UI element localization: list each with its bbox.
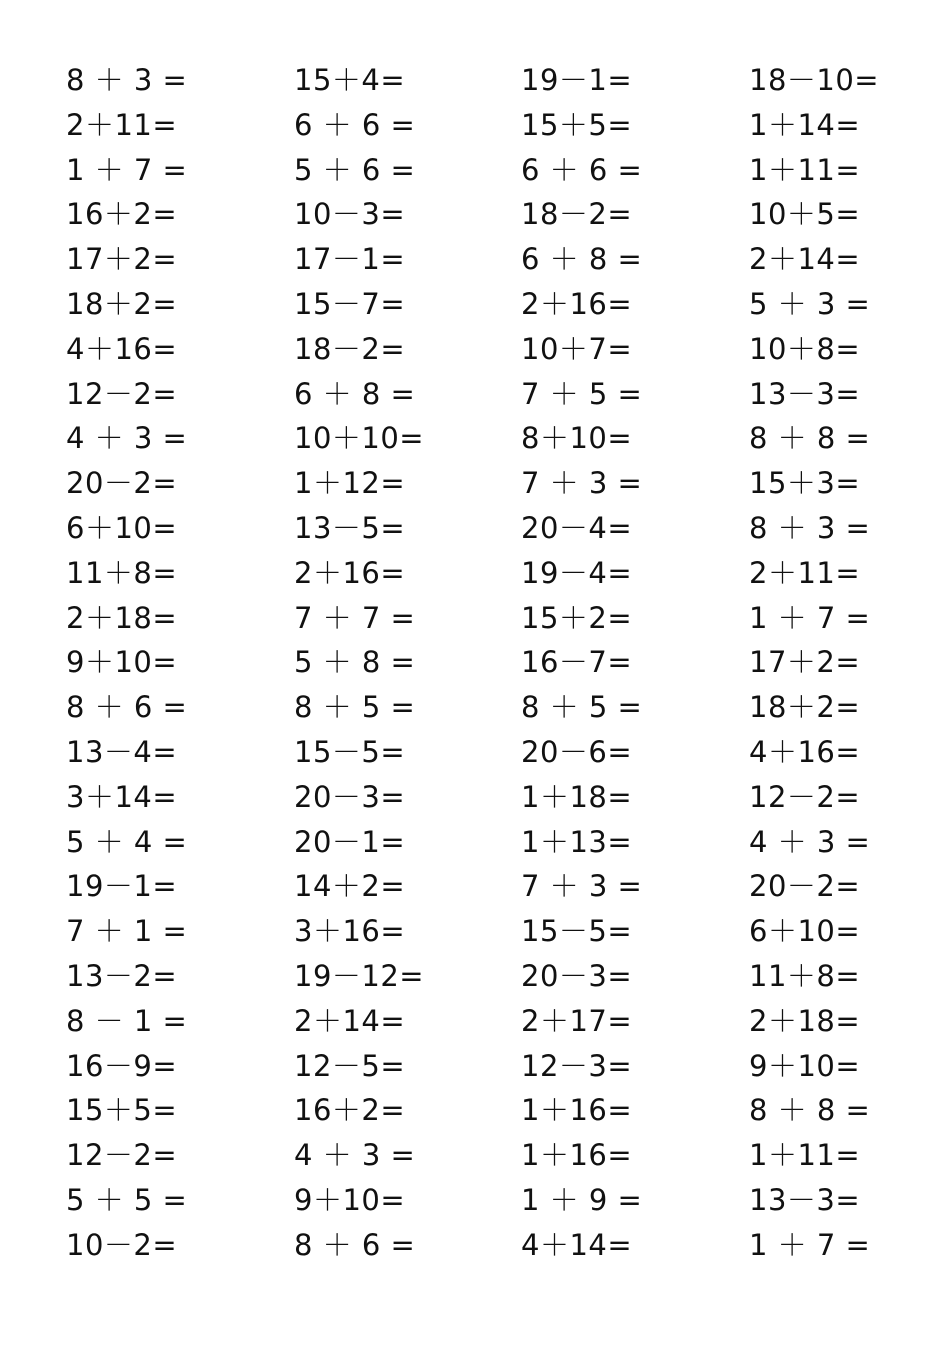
math-problem: 17＋2= xyxy=(66,242,178,277)
math-problem: 15－5= xyxy=(294,735,406,769)
math-problem: 6 ＋ 8 = xyxy=(521,242,643,277)
math-problem: 20－2= xyxy=(66,466,178,501)
math-problem: 4 ＋ 3 = xyxy=(749,824,871,859)
math-problem: 1＋13= xyxy=(521,824,633,859)
math-problem: 5 ＋ 3 = xyxy=(749,287,871,321)
math-problem: 12－2= xyxy=(749,779,861,814)
math-problem: 20－2= xyxy=(749,869,861,904)
math-problem: 8 ＋ 6 = xyxy=(294,1227,416,1262)
math-problem: 8＋10= xyxy=(521,421,633,456)
math-problem: 7 ＋ 5 = xyxy=(521,376,643,411)
problem-row xyxy=(0,1090,950,1130)
math-problem: 19－1= xyxy=(66,869,178,904)
math-problem: 13－2= xyxy=(66,959,178,993)
math-problem: 2＋16= xyxy=(294,555,406,590)
problem-row xyxy=(0,777,950,817)
problem-row xyxy=(0,329,950,369)
math-problem: 6＋10= xyxy=(66,511,178,545)
math-problem: 17－1= xyxy=(294,242,406,277)
math-problem: 15＋5= xyxy=(521,107,633,142)
math-problem: 16＋2= xyxy=(294,1093,406,1128)
math-problem: 7 ＋ 1 = xyxy=(66,914,188,949)
math-problem: 5 ＋ 8 = xyxy=(294,645,416,680)
math-problem: 12－5= xyxy=(294,1048,406,1083)
math-problem: 16＋2= xyxy=(66,197,178,232)
math-problem: 8 ＋ 3 = xyxy=(749,511,871,545)
math-problem: 5 ＋ 6 = xyxy=(294,152,416,187)
math-problem: 7 ＋ 3 = xyxy=(521,869,643,904)
math-problem: 1＋14= xyxy=(749,107,861,142)
math-problem: 1 ＋ 7 = xyxy=(66,152,188,187)
math-problem: 18－2= xyxy=(521,197,633,232)
math-problem: 16－7= xyxy=(521,645,633,680)
math-problem: 5 ＋ 5 = xyxy=(66,1183,188,1217)
math-problem: 9＋10= xyxy=(66,645,178,680)
math-problem: 15＋2= xyxy=(521,600,633,635)
math-problem: 15＋5= xyxy=(66,1093,178,1128)
math-problem: 4 ＋ 3 = xyxy=(294,1138,416,1173)
math-problem: 6 ＋ 6 = xyxy=(521,152,643,187)
problem-row xyxy=(0,866,950,906)
math-problem: 20－3= xyxy=(294,779,406,814)
math-problem: 7 ＋ 7 = xyxy=(294,600,416,635)
math-problem: 13－3= xyxy=(749,1183,861,1217)
problem-row xyxy=(0,1225,950,1265)
math-problem: 8 ＋ 8 = xyxy=(749,421,871,456)
math-problem: 7 ＋ 3 = xyxy=(521,466,643,501)
math-problem: 3＋14= xyxy=(66,779,178,814)
problem-row xyxy=(0,1180,950,1220)
math-problem: 13－3= xyxy=(749,376,861,411)
problem-row xyxy=(0,822,950,862)
problem-row xyxy=(0,194,950,234)
math-problem: 20－6= xyxy=(521,735,633,769)
math-problem: 19－4= xyxy=(521,555,633,590)
math-problem: 4＋14= xyxy=(521,1227,633,1262)
problem-row xyxy=(0,911,950,951)
problem-row xyxy=(0,1046,950,1086)
problem-row xyxy=(0,418,950,458)
problem-row xyxy=(0,553,950,593)
math-problem: 5 ＋ 4 = xyxy=(66,824,188,859)
math-problem: 1＋12= xyxy=(294,466,406,501)
math-problem: 4＋16= xyxy=(749,735,861,769)
problem-row xyxy=(0,642,950,682)
math-problem: 8 ＋ 8 = xyxy=(749,1093,871,1128)
math-problem: 13－4= xyxy=(66,735,178,769)
math-problem: 3＋16= xyxy=(294,914,406,949)
math-problem: 8 ＋ 5 = xyxy=(294,690,416,725)
math-problem: 19－12= xyxy=(294,959,425,993)
math-problem: 9＋10= xyxy=(749,1048,861,1083)
math-problem: 1 ＋ 7 = xyxy=(749,1227,871,1262)
math-problem: 2＋16= xyxy=(521,287,633,321)
math-problem: 10＋5= xyxy=(749,197,861,232)
math-problem: 18－10= xyxy=(749,63,880,97)
math-problem: 18＋2= xyxy=(749,690,861,725)
math-problem: 1＋16= xyxy=(521,1093,633,1128)
math-problem: 12－2= xyxy=(66,376,178,411)
problem-row xyxy=(0,374,950,414)
math-problem: 11＋8= xyxy=(66,555,178,590)
math-problem: 8 － 1 = xyxy=(66,1003,188,1038)
problem-row xyxy=(0,60,950,100)
problem-row xyxy=(0,284,950,324)
math-problem: 12－2= xyxy=(66,1138,178,1173)
math-problem: 10＋7= xyxy=(521,331,633,366)
math-problem: 4＋16= xyxy=(66,331,178,366)
math-problem: 15＋4= xyxy=(294,63,406,97)
problem-row xyxy=(0,105,950,145)
math-problem: 2＋11= xyxy=(66,107,178,142)
math-problem: 2＋18= xyxy=(749,1003,861,1038)
math-problem: 20－3= xyxy=(521,959,633,993)
math-problem: 1＋11= xyxy=(749,1138,861,1173)
math-problem: 18－2= xyxy=(294,331,406,366)
math-problem: 20－4= xyxy=(521,511,633,545)
math-problem: 12－3= xyxy=(521,1048,633,1083)
math-problem: 8 ＋ 3 = xyxy=(66,63,188,97)
math-problem: 15＋3= xyxy=(749,466,861,501)
problem-row xyxy=(0,239,950,279)
math-problem: 1＋11= xyxy=(749,152,861,187)
problem-row xyxy=(0,1001,950,1041)
math-problem: 1＋16= xyxy=(521,1138,633,1173)
math-problem: 4 ＋ 3 = xyxy=(66,421,188,456)
math-problem: 9＋10= xyxy=(294,1183,406,1217)
problem-row xyxy=(0,1135,950,1175)
math-problem: 6 ＋ 8 = xyxy=(294,376,416,411)
problem-row xyxy=(0,463,950,503)
math-problem: 17＋2= xyxy=(749,645,861,680)
math-problem: 14＋2= xyxy=(294,869,406,904)
math-problem: 6＋10= xyxy=(749,914,861,949)
math-problem: 2＋14= xyxy=(749,242,861,277)
math-problem: 10－3= xyxy=(294,197,406,232)
math-problem: 1 ＋ 7 = xyxy=(749,600,871,635)
problem-row xyxy=(0,687,950,727)
math-problem: 2＋18= xyxy=(66,600,178,635)
math-problem: 18＋2= xyxy=(66,287,178,321)
math-problem: 11＋8= xyxy=(749,959,861,993)
problem-row xyxy=(0,508,950,548)
math-problem: 2＋17= xyxy=(521,1003,633,1038)
math-problem: 10－2= xyxy=(66,1227,178,1262)
math-problem: 1＋18= xyxy=(521,779,633,814)
math-problem: 10＋10= xyxy=(294,421,425,456)
math-problem: 20－1= xyxy=(294,824,406,859)
math-problem: 2＋11= xyxy=(749,555,861,590)
math-problem: 19－1= xyxy=(521,63,633,97)
math-problem: 8 ＋ 5 = xyxy=(521,690,643,725)
math-problem: 8 ＋ 6 = xyxy=(66,690,188,725)
math-problem: 15－7= xyxy=(294,287,406,321)
problem-row xyxy=(0,150,950,190)
math-problem: 15－5= xyxy=(521,914,633,949)
math-problem: 10＋8= xyxy=(749,331,861,366)
problem-row xyxy=(0,598,950,638)
problem-row xyxy=(0,732,950,772)
math-problem: 2＋14= xyxy=(294,1003,406,1038)
problem-row xyxy=(0,956,950,996)
math-problem: 13－5= xyxy=(294,511,406,545)
math-problem: 16－9= xyxy=(66,1048,178,1083)
math-problem: 1 ＋ 9 = xyxy=(521,1183,643,1217)
math-problem: 6 ＋ 6 = xyxy=(294,107,416,142)
